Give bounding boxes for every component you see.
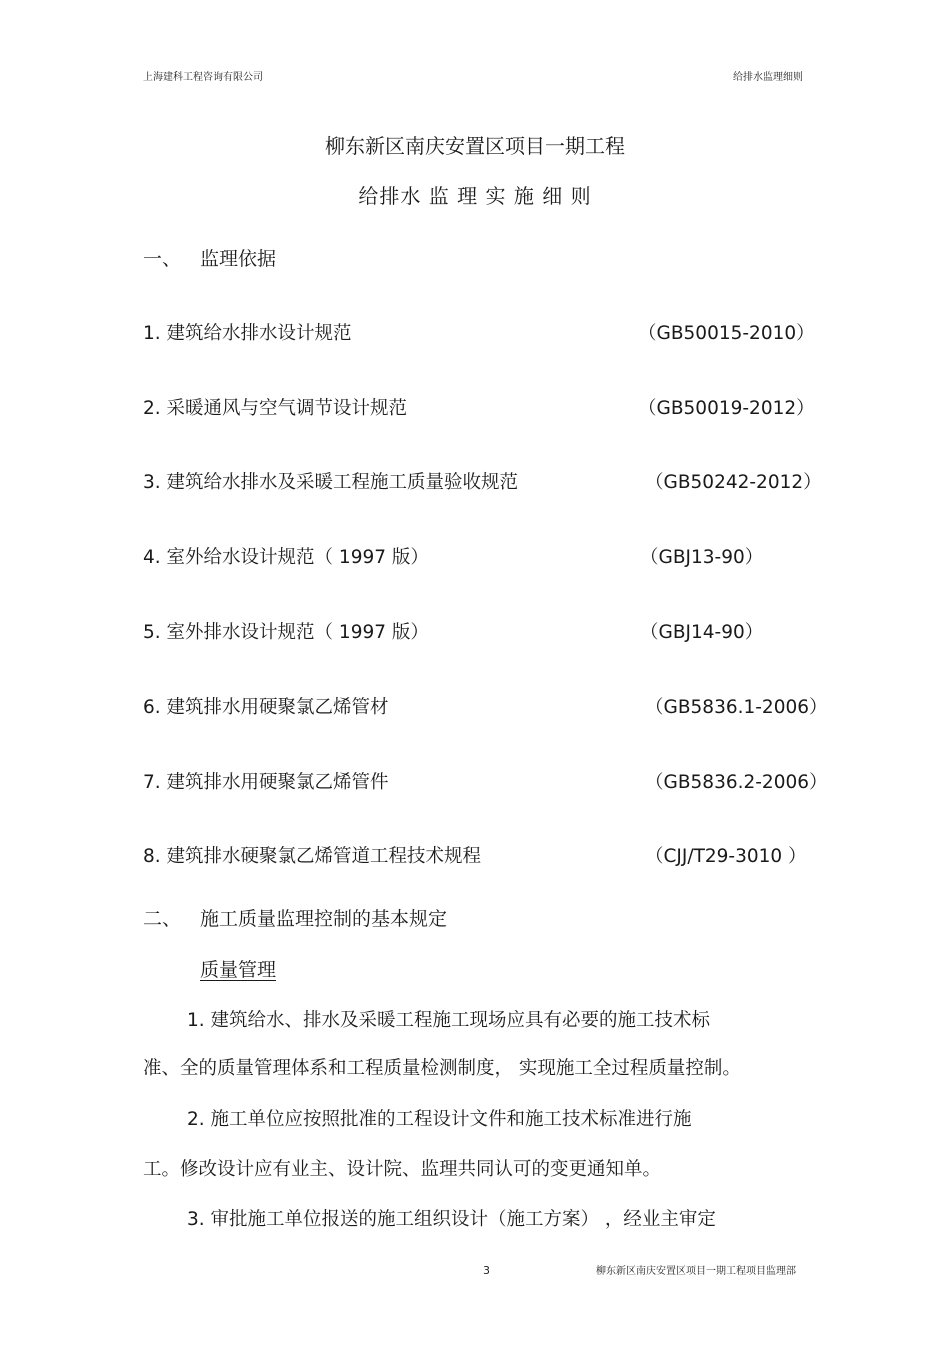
- standard-name: 建筑排水硬聚氯乙烯管道工程技术规程: [166, 846, 482, 867]
- document-subtitle: 给排水 监 理 实 施 细 则: [358, 184, 592, 208]
- standard-number: 7.: [143, 772, 161, 793]
- standard-name: 采暖通风与空气调节设计规范: [166, 398, 408, 419]
- standard-number: 1.: [143, 323, 161, 344]
- standard-item: [143, 543, 429, 569]
- standard-name: 室外排水设计规范（ 1997 版）: [166, 622, 429, 643]
- document-title: 柳东新区南庆安置区项目一期工程: [325, 134, 625, 158]
- section2-number: 二、: [143, 908, 182, 930]
- standard-name: 建筑给水排水及采暖工程施工质量验收规范: [166, 472, 519, 493]
- paragraph-3-line1: 3. 审批施工单位报送的施工组织设计（施工方案） ，经业主审定: [187, 1209, 716, 1230]
- standard-item: [143, 768, 389, 794]
- paragraph-1-line1: 1. 建筑给水、排水及采暖工程施工现场应具有必要的施工技术标: [187, 1010, 711, 1031]
- header-doc-type: 给排水监理细则: [733, 72, 803, 83]
- standard-item: [143, 618, 429, 644]
- standard-number: 8.: [143, 846, 161, 867]
- standard-code: （GB5836.2-2006）: [645, 772, 828, 793]
- standard-number: 3.: [143, 472, 161, 493]
- section1-heading: 监理依据: [200, 248, 277, 270]
- standard-name: 建筑给水排水设计规范: [166, 323, 352, 344]
- standard-code: （GBJ14-90）: [640, 622, 764, 643]
- standard-item: [143, 319, 352, 345]
- standard-code: （GB50019-2012）: [638, 398, 815, 419]
- standard-name: 建筑排水用硬聚氯乙烯管材: [166, 697, 389, 718]
- standard-code: （GB50242-2012）: [645, 472, 822, 493]
- standard-item: [143, 394, 407, 420]
- header-company: 上海建科工程咨询有限公司: [143, 72, 263, 83]
- standard-code: （GBJ13-90）: [640, 547, 764, 568]
- paragraph-1-line2: 准、全的质量管理体系和工程质量检测制度， 实现施工全过程质量控制。: [143, 1058, 741, 1079]
- standard-item: [143, 693, 389, 719]
- standard-item: [143, 842, 481, 868]
- section1-number: 一、: [143, 248, 182, 270]
- standard-number: 4.: [143, 547, 161, 568]
- standard-number: 5.: [143, 622, 161, 643]
- paragraph-2-line2: 工。修改设计应有业主、设计院、监理共同认可的变更通知单。: [143, 1159, 662, 1180]
- standard-code: （GB50015-2010）: [638, 323, 815, 344]
- standard-number: 2.: [143, 398, 161, 419]
- quality-management-heading: 质量管理: [200, 959, 277, 981]
- page-number: 3: [483, 1264, 490, 1277]
- footer-org: 柳东新区南庆安置区项目一期工程项目监理部: [596, 1266, 796, 1277]
- standard-name: 建筑排水用硬聚氯乙烯管件: [166, 772, 389, 793]
- standard-code: （GB5836.1-2006）: [645, 697, 828, 718]
- standard-number: 6.: [143, 697, 161, 718]
- standard-name: 室外给水设计规范（ 1997 版）: [166, 547, 429, 568]
- section2-heading: 施工质量监理控制的基本规定: [200, 908, 448, 930]
- standard-item: [143, 468, 518, 494]
- paragraph-2-line1: 2. 施工单位应按照批准的工程设计文件和施工技术标准进行施: [187, 1109, 692, 1130]
- standard-code: （CJJ/T29-3010 ）: [645, 846, 807, 867]
